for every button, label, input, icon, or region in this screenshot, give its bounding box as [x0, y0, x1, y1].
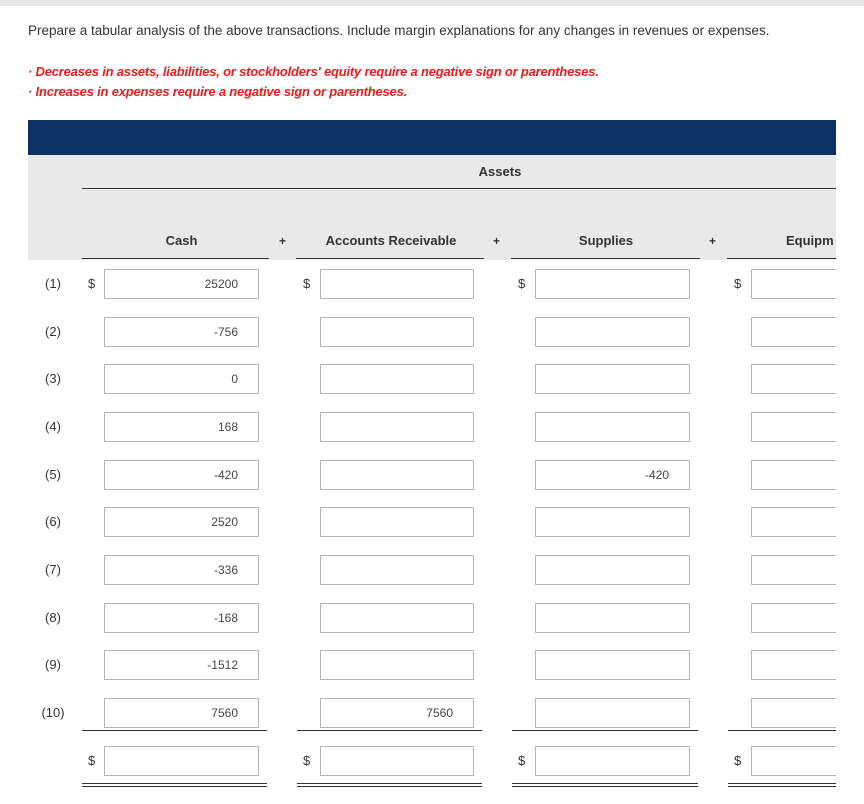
row-6-supplies-input[interactable] — [535, 507, 690, 537]
currency-symbol: $ — [518, 753, 526, 768]
note-decreases: · Decreases in assets, liabilities, or stockholders' equity require a negative sign or parentheses. — [28, 64, 599, 79]
total-double-rule — [297, 783, 482, 787]
currency-symbol: $ — [88, 753, 96, 768]
column-rule-equipment — [727, 258, 836, 259]
top-border — [0, 0, 864, 6]
subtotal-rule — [82, 730, 267, 731]
column-rule-accounts-receivable — [296, 258, 484, 259]
column-header-accounts-receivable: Accounts Receivable — [325, 233, 457, 248]
row-label: (2) — [45, 324, 61, 339]
currency-symbol: $ — [303, 276, 311, 291]
row-7-equipment-input[interactable] — [751, 555, 836, 585]
row-8-accounts-receivable-input[interactable] — [320, 603, 474, 633]
plus-sign: + — [279, 234, 287, 248]
column-header-cash: Cash — [165, 233, 198, 248]
total-equipment-input[interactable] — [751, 746, 836, 776]
row-label: (3) — [45, 371, 61, 386]
row-6-equipment-input[interactable] — [751, 507, 836, 537]
total-double-rule — [82, 783, 267, 787]
row-1-supplies-input[interactable] — [535, 269, 690, 299]
row-8-equipment-input[interactable] — [751, 603, 836, 633]
column-header-equipment: Equipm — [786, 233, 834, 248]
row-4-equipment-input[interactable] — [751, 412, 836, 442]
row-9-accounts-receivable-input[interactable] — [320, 650, 474, 680]
row-label: (5) — [45, 467, 61, 482]
row-10-accounts-receivable-input[interactable]: 7560 — [320, 698, 474, 728]
currency-symbol: $ — [734, 753, 742, 768]
total-accounts-receivable-input[interactable] — [320, 746, 474, 776]
row-6-accounts-receivable-input[interactable] — [320, 507, 474, 537]
row-9-cash-input[interactable]: -1512 — [104, 650, 259, 680]
row-4-accounts-receivable-input[interactable] — [320, 412, 474, 442]
row-4-supplies-input[interactable] — [535, 412, 690, 442]
row-10-supplies-input[interactable] — [535, 698, 690, 728]
row-2-accounts-receivable-input[interactable] — [320, 317, 474, 347]
row-label: (4) — [45, 419, 61, 434]
assets-group-title: Assets — [478, 164, 522, 179]
row-7-cash-input[interactable]: -336 — [104, 555, 259, 585]
note-expenses: · Increases in expenses require a negative sign or parentheses. — [28, 84, 408, 99]
total-cash-input[interactable] — [104, 746, 259, 776]
row-10-cash-input[interactable]: 7560 — [104, 698, 259, 728]
plus-sign: + — [493, 234, 501, 248]
row-2-cash-input[interactable]: -756 — [104, 317, 259, 347]
row-5-accounts-receivable-input[interactable] — [320, 460, 474, 490]
row-9-equipment-input[interactable] — [751, 650, 836, 680]
row-3-supplies-input[interactable] — [535, 364, 690, 394]
currency-symbol: $ — [88, 276, 96, 291]
row-label: (7) — [45, 562, 61, 577]
row-7-supplies-input[interactable] — [535, 555, 690, 585]
column-header-supplies: Supplies — [578, 233, 634, 248]
table-banner — [28, 120, 836, 155]
row-9-supplies-input[interactable] — [535, 650, 690, 680]
currency-symbol: $ — [734, 276, 742, 291]
row-label: (8) — [45, 610, 61, 625]
column-rule-cash — [82, 258, 269, 259]
row-2-equipment-input[interactable] — [751, 317, 836, 347]
row-1-equipment-input[interactable] — [751, 269, 836, 299]
row-7-accounts-receivable-input[interactable] — [320, 555, 474, 585]
currency-symbol: $ — [518, 276, 526, 291]
row-3-accounts-receivable-input[interactable] — [320, 364, 474, 394]
total-double-rule — [512, 783, 698, 787]
row-10-equipment-input[interactable] — [751, 698, 836, 728]
row-label: (10) — [41, 705, 65, 720]
plus-sign: + — [709, 234, 717, 248]
row-1-cash-input[interactable]: 25200 — [104, 269, 259, 299]
subtotal-rule — [512, 730, 698, 731]
row-8-supplies-input[interactable] — [535, 603, 690, 633]
total-double-rule — [728, 783, 836, 787]
row-label: (6) — [45, 514, 61, 529]
row-6-cash-input[interactable]: 2520 — [104, 507, 259, 537]
row-2-supplies-input[interactable] — [535, 317, 690, 347]
subtotal-rule — [297, 730, 482, 731]
column-rule-supplies — [511, 258, 700, 259]
row-5-supplies-input[interactable]: -420 — [535, 460, 690, 490]
currency-symbol: $ — [303, 753, 311, 768]
row-label: (1) — [45, 276, 61, 291]
subtotal-rule — [728, 730, 836, 731]
row-8-cash-input[interactable]: -168 — [104, 603, 259, 633]
row-4-cash-input[interactable]: 168 — [104, 412, 259, 442]
row-5-cash-input[interactable]: -420 — [104, 460, 259, 490]
row-1-accounts-receivable-input[interactable] — [320, 269, 474, 299]
instructions-text: Prepare a tabular analysis of the above transactions. Include margin explanations for any changes in revenues or expenses. — [28, 23, 770, 38]
row-label: (9) — [45, 657, 61, 672]
row-3-equipment-input[interactable] — [751, 364, 836, 394]
row-5-equipment-input[interactable] — [751, 460, 836, 490]
row-3-cash-input[interactable]: 0 — [104, 364, 259, 394]
assets-group-rule — [82, 188, 836, 189]
total-supplies-input[interactable] — [535, 746, 690, 776]
